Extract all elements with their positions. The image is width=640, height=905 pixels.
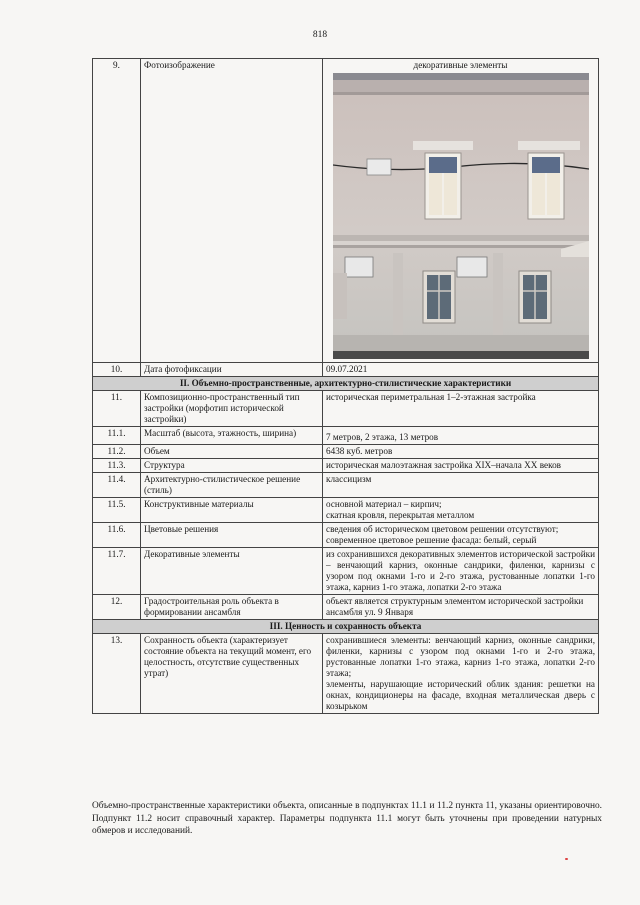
- table-row-9: [93, 59, 599, 363]
- photo-cell: [323, 59, 599, 363]
- row-value: объект является структурным элементом исторической застройки ансамбля ул. 9 Января: [323, 595, 599, 620]
- row-number: 11.1.: [93, 427, 141, 445]
- row-label: Масштаб (высота, этажность, ширина): [141, 427, 323, 445]
- row-value: [323, 498, 599, 523]
- row-value: историческая малоэтажная застройка XIX–начала XX веков: [323, 459, 599, 473]
- row-value: историческая периметральная 1–2-этажная застройка: [323, 391, 599, 427]
- table-row-10: [93, 363, 599, 377]
- table-row-11-3: [93, 459, 599, 473]
- row-number: 10.: [93, 363, 141, 377]
- table-row-11-5: [93, 498, 599, 523]
- value-line: современное цветовое решение фасада: белый, серый: [326, 535, 537, 545]
- page-number: 818: [312, 30, 328, 40]
- row-label: Цветовые решения: [141, 523, 323, 548]
- row-number: 11.3.: [93, 459, 141, 473]
- table-row-11-1: [93, 427, 599, 445]
- section-title: III. Ценность и сохранность объекта: [93, 620, 599, 634]
- characteristics-table: [92, 58, 599, 714]
- row-value: [323, 634, 599, 714]
- value-line: скатная кровля, перекрытая металлом: [326, 510, 475, 520]
- row-value: 09.07.2021: [323, 363, 599, 377]
- table-row-11-6: [93, 523, 599, 548]
- row-number: 11.7.: [93, 548, 141, 595]
- row-number: 11.4.: [93, 473, 141, 498]
- row-label: Сохранность объекта (характеризует состояние объекта на текущий момент, его целостность, отсутствие существенных утрат): [141, 634, 323, 714]
- row-value: [323, 523, 599, 548]
- value-line: сохранившиеся элементы: венчающий карниз, оконные сандрики, филенки, карнизы с узором под окнами 1-го и 2-го этажа, рустованные лопатки 1-го этажа, карниз 1-го этажа, лопатки 2-го этажа;: [326, 635, 595, 678]
- section-header-row: [93, 620, 599, 634]
- row-value: 7 метров, 2 этажа, 13 метров: [323, 427, 599, 445]
- table-row-13: [93, 634, 599, 714]
- row-value: 6438 куб. метров: [323, 445, 599, 459]
- row-label: Композиционно-пространственный тип застройки (морфотип исторической застройки): [141, 391, 323, 427]
- row-number: 11.: [93, 391, 141, 427]
- table-row-11-4: [93, 473, 599, 498]
- row-number: 9.: [93, 59, 141, 363]
- row-value: из сохранившихся декоративных элементов исторической застройки – венчающий карниз, оконные сандрики, филенки, карнизы с узором под окнами 1-го и 2-го этажа, рустованные лопатки 1-го этажа, карниз 1-го этажа, лопатки 2-го этажа: [323, 548, 599, 595]
- table-row-11-7: [93, 548, 599, 595]
- row-label: Фотоизображение: [141, 59, 323, 363]
- ink-mark: [565, 858, 568, 860]
- table-row-11-2: [93, 445, 599, 459]
- table-row-12: [93, 595, 599, 620]
- row-number: 12.: [93, 595, 141, 620]
- value-line: элементы, нарушающие исторический облик здания: решетки на окнах, кондиционеры на фасаде, входная металлическая дверь с козырьком: [326, 679, 595, 711]
- row-label: Объем: [141, 445, 323, 459]
- photo-title: декоративные элементы: [413, 60, 508, 70]
- row-number: 13.: [93, 634, 141, 714]
- row-label: Дата фотофиксации: [141, 363, 323, 377]
- row-number: 11.5.: [93, 498, 141, 523]
- row-label: Декоративные элементы: [141, 548, 323, 595]
- row-label: Конструктивные материалы: [141, 498, 323, 523]
- row-label: Структура: [141, 459, 323, 473]
- footnote-paragraph: Объемно-пространственные характеристики объекта, описанные в подпунктах 11.1 и 11.2 пункта 11, указаны ориентировочно. Подпункт 11.2 носит справочный характер. Параметры подпункта 11.1 могут быть уточнены при проведении натурных обмеров и исследований.: [92, 801, 602, 836]
- value-line: сведения об историческом цветовом решении отсутствуют;: [326, 524, 559, 534]
- table-row-11: [93, 391, 599, 427]
- facade-photo: [333, 73, 589, 359]
- row-label: Архитектурно-стилистическое решение (стиль): [141, 473, 323, 498]
- section-header-row: [93, 377, 599, 391]
- row-number: 11.2.: [93, 445, 141, 459]
- value-line: основной материал – кирпич;: [326, 499, 442, 509]
- row-value: классицизм: [323, 473, 599, 498]
- section-title: II. Объемно-пространственные, архитектурно-стилистические характеристики: [93, 377, 599, 391]
- row-label: Градостроительная роль объекта в формировании ансамбля: [141, 595, 323, 620]
- row-number: 11.6.: [93, 523, 141, 548]
